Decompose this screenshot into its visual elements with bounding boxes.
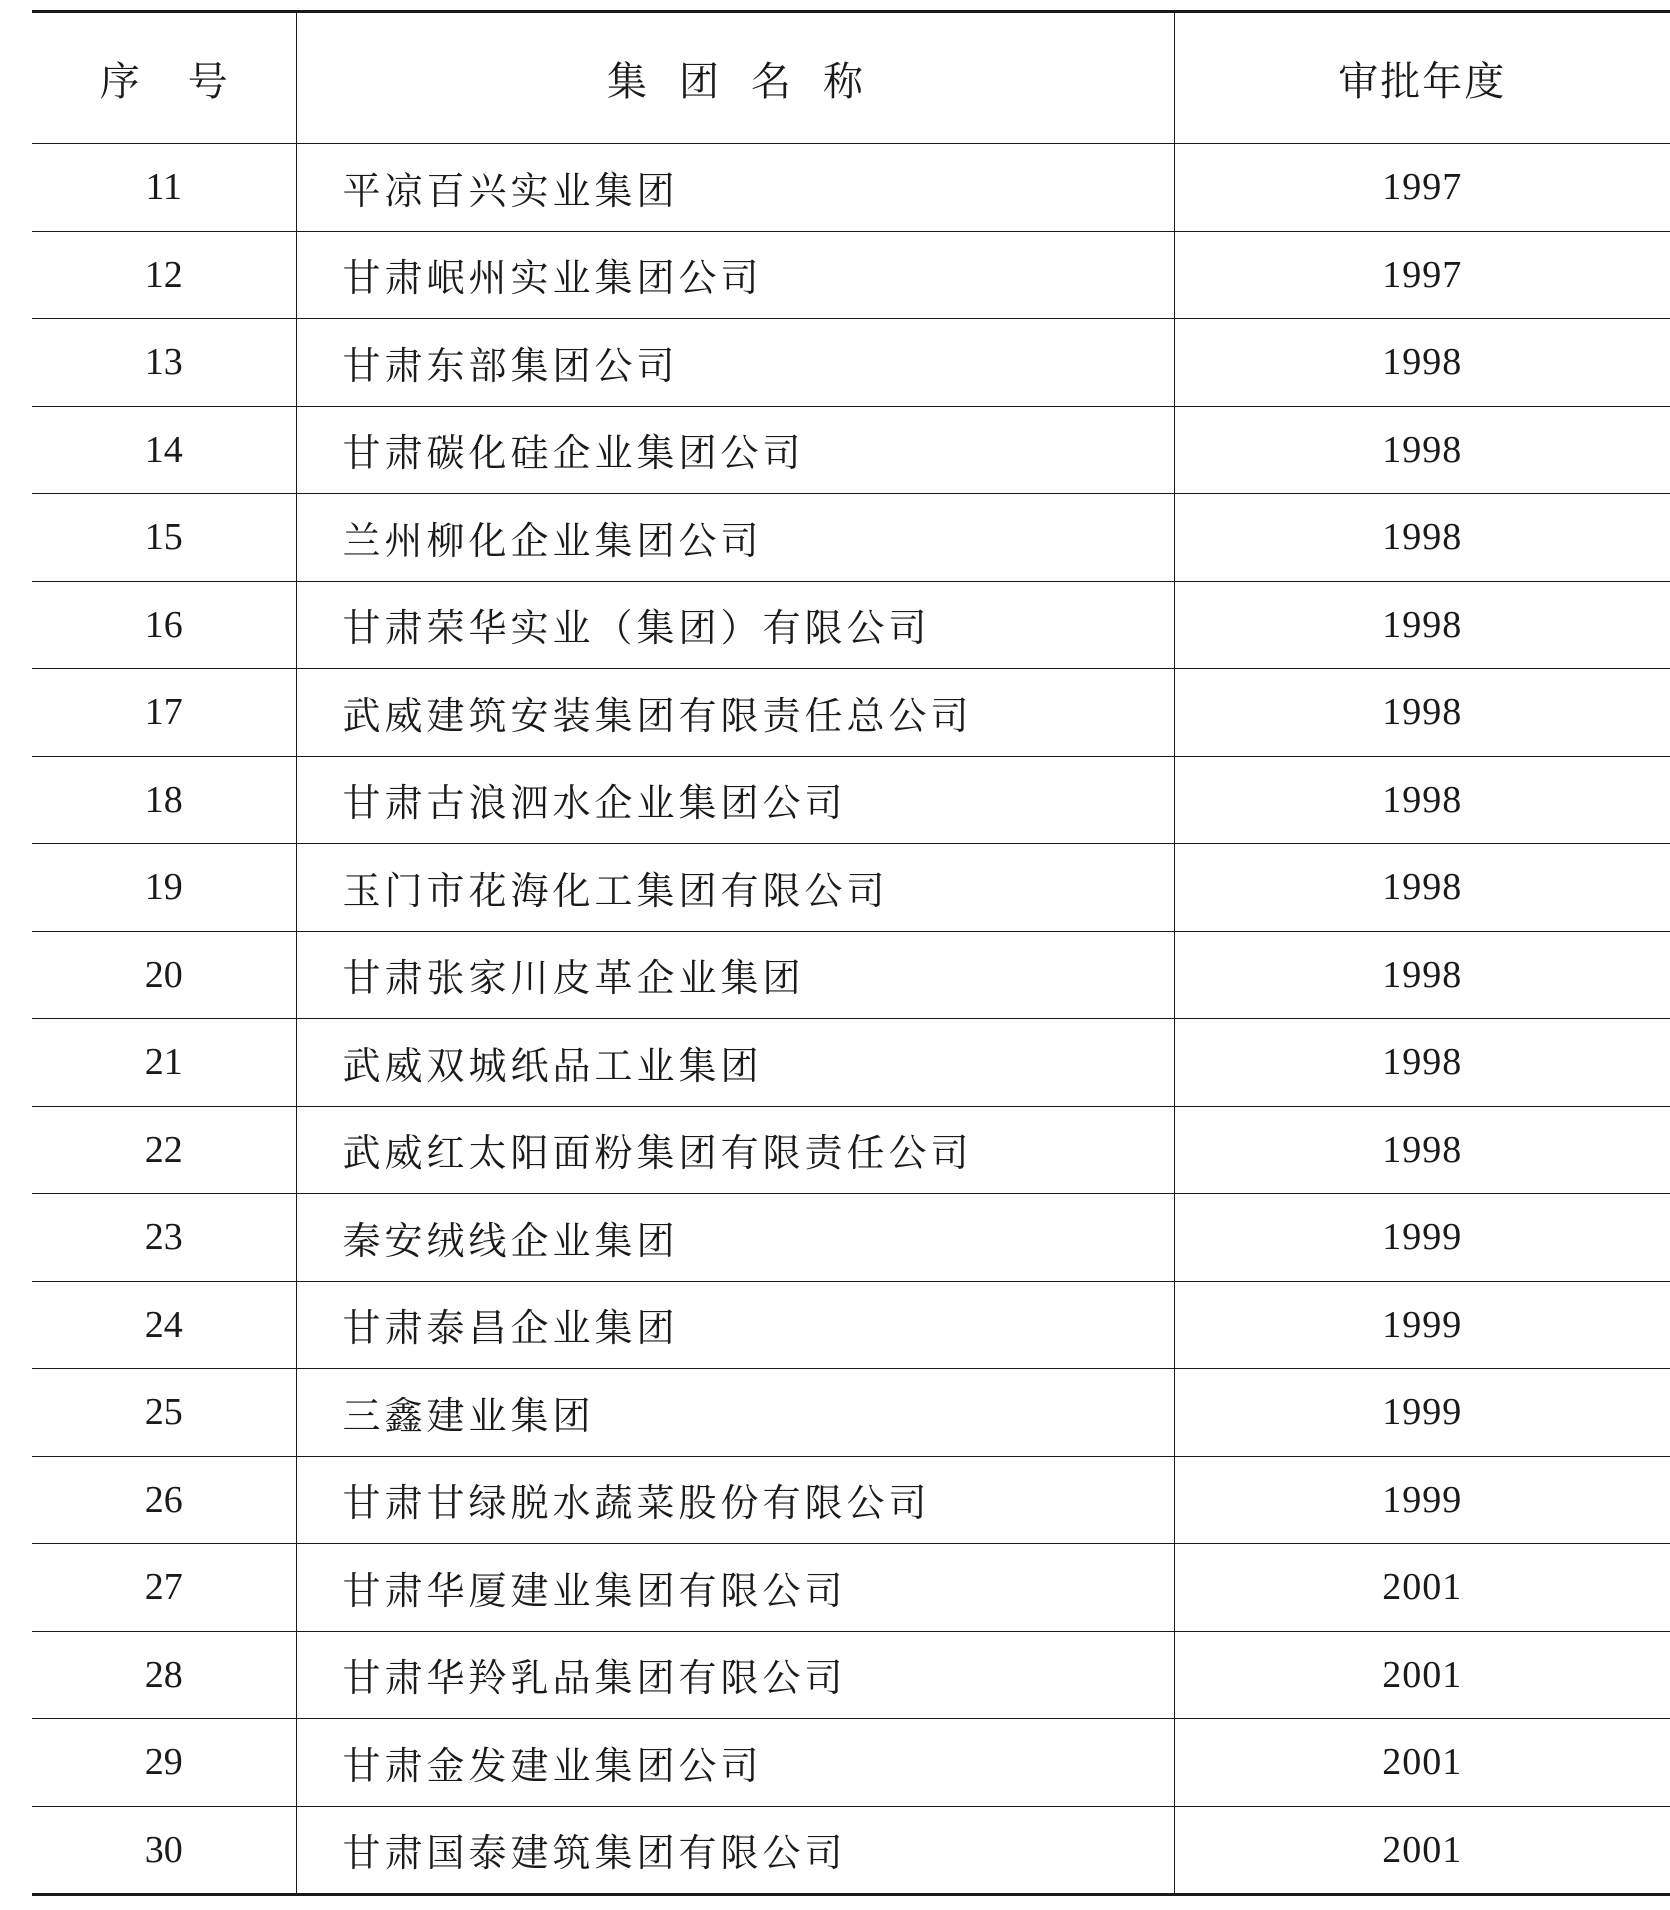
row-seq: 29 — [32, 1719, 296, 1807]
row-group-name: 兰州柳化企业集团公司 — [296, 494, 1174, 582]
table-row — [32, 144, 1670, 232]
row-group-name: 秦安绒线企业集团 — [296, 1194, 1174, 1282]
row-group-name: 武威建筑安装集团有限责任总公司 — [296, 669, 1174, 757]
row-group-name: 甘肃华厦建业集团有限公司 — [296, 1544, 1174, 1632]
row-seq: 20 — [32, 931, 296, 1019]
row-seq: 19 — [32, 844, 296, 932]
header-year: 审批年度 — [1174, 12, 1670, 144]
row-approval-year: 1998 — [1174, 756, 1670, 844]
row-approval-year: 1998 — [1174, 1019, 1670, 1107]
row-approval-year: 1998 — [1174, 319, 1670, 407]
row-group-name: 甘肃碳化硅企业集团公司 — [296, 406, 1174, 494]
row-group-name: 平凉百兴实业集团 — [296, 144, 1174, 232]
row-group-name: 甘肃古浪泗水企业集团公司 — [296, 756, 1174, 844]
table-row — [32, 931, 1670, 1019]
table-row — [32, 494, 1670, 582]
table-row — [32, 1719, 1670, 1807]
table-row — [32, 756, 1670, 844]
header-name: 集团名称 — [296, 12, 1174, 144]
table-header — [32, 12, 1670, 144]
header-seq: 序号 — [32, 12, 296, 144]
row-seq: 26 — [32, 1456, 296, 1544]
row-group-name: 甘肃东部集团公司 — [296, 319, 1174, 407]
table-row — [32, 1281, 1670, 1369]
row-seq: 22 — [32, 1106, 296, 1194]
row-approval-year: 1998 — [1174, 406, 1670, 494]
row-group-name: 三鑫建业集团 — [296, 1369, 1174, 1457]
row-seq: 23 — [32, 1194, 296, 1282]
table-row — [32, 1194, 1670, 1282]
row-group-name: 甘肃张家川皮革企业集团 — [296, 931, 1174, 1019]
row-approval-year: 1999 — [1174, 1281, 1670, 1369]
row-approval-year: 2001 — [1174, 1631, 1670, 1719]
row-approval-year: 2001 — [1174, 1544, 1670, 1632]
row-approval-year: 1998 — [1174, 844, 1670, 932]
row-approval-year: 1998 — [1174, 669, 1670, 757]
row-seq: 27 — [32, 1544, 296, 1632]
enterprise-group-table — [32, 10, 1670, 1896]
table-body — [32, 144, 1670, 1895]
row-approval-year: 1998 — [1174, 931, 1670, 1019]
row-group-name: 甘肃岷州实业集团公司 — [296, 231, 1174, 319]
row-group-name: 甘肃泰昌企业集团 — [296, 1281, 1174, 1369]
row-group-name: 玉门市花海化工集团有限公司 — [296, 844, 1174, 932]
table-row — [32, 319, 1670, 407]
table-row — [32, 1456, 1670, 1544]
row-seq: 28 — [32, 1631, 296, 1719]
row-group-name: 武威双城纸品工业集团 — [296, 1019, 1174, 1107]
header-row — [32, 12, 1670, 144]
row-seq: 12 — [32, 231, 296, 319]
row-seq: 17 — [32, 669, 296, 757]
row-seq: 15 — [32, 494, 296, 582]
row-seq: 18 — [32, 756, 296, 844]
table-row — [32, 1806, 1670, 1895]
row-group-name: 甘肃金发建业集团公司 — [296, 1719, 1174, 1807]
row-group-name: 甘肃甘绿脱水蔬菜股份有限公司 — [296, 1456, 1174, 1544]
enterprise-group-table-container — [32, 10, 1670, 1896]
row-group-name: 甘肃国泰建筑集团有限公司 — [296, 1806, 1174, 1895]
table-row — [32, 1369, 1670, 1457]
row-approval-year: 1999 — [1174, 1194, 1670, 1282]
row-seq: 21 — [32, 1019, 296, 1107]
row-approval-year: 1999 — [1174, 1369, 1670, 1457]
row-approval-year: 1998 — [1174, 494, 1670, 582]
row-approval-year: 1998 — [1174, 581, 1670, 669]
row-seq: 30 — [144, 1828, 183, 1871]
row-approval-year: 2001 — [1174, 1719, 1670, 1807]
table-row — [32, 581, 1670, 669]
row-group-name: 武威红太阳面粉集团有限责任公司 — [296, 1106, 1174, 1194]
row-approval-year: 2001 — [1174, 1806, 1670, 1895]
row-approval-year: 1998 — [1174, 1106, 1670, 1194]
table-row — [32, 1631, 1670, 1719]
table-row — [32, 844, 1670, 932]
row-seq: 24 — [32, 1281, 296, 1369]
table-row — [32, 1544, 1670, 1632]
row-seq: 11 — [32, 144, 296, 232]
row-seq: 25 — [32, 1369, 296, 1457]
row-approval-year: 1997 — [1174, 144, 1670, 232]
row-seq: 16 — [32, 581, 296, 669]
row-group-name: 甘肃荣华实业（集团）有限公司 — [296, 581, 1174, 669]
row-approval-year: 1999 — [1174, 1456, 1670, 1544]
row-seq: 14 — [32, 406, 296, 494]
row-group-name: 甘肃华羚乳品集团有限公司 — [296, 1631, 1174, 1719]
table-row — [32, 406, 1670, 494]
row-seq: 13 — [32, 319, 296, 407]
row-approval-year: 1997 — [1174, 231, 1670, 319]
table-row — [32, 669, 1670, 757]
table-row — [32, 1019, 1670, 1107]
table-row — [32, 231, 1670, 319]
table-row — [32, 1106, 1670, 1194]
